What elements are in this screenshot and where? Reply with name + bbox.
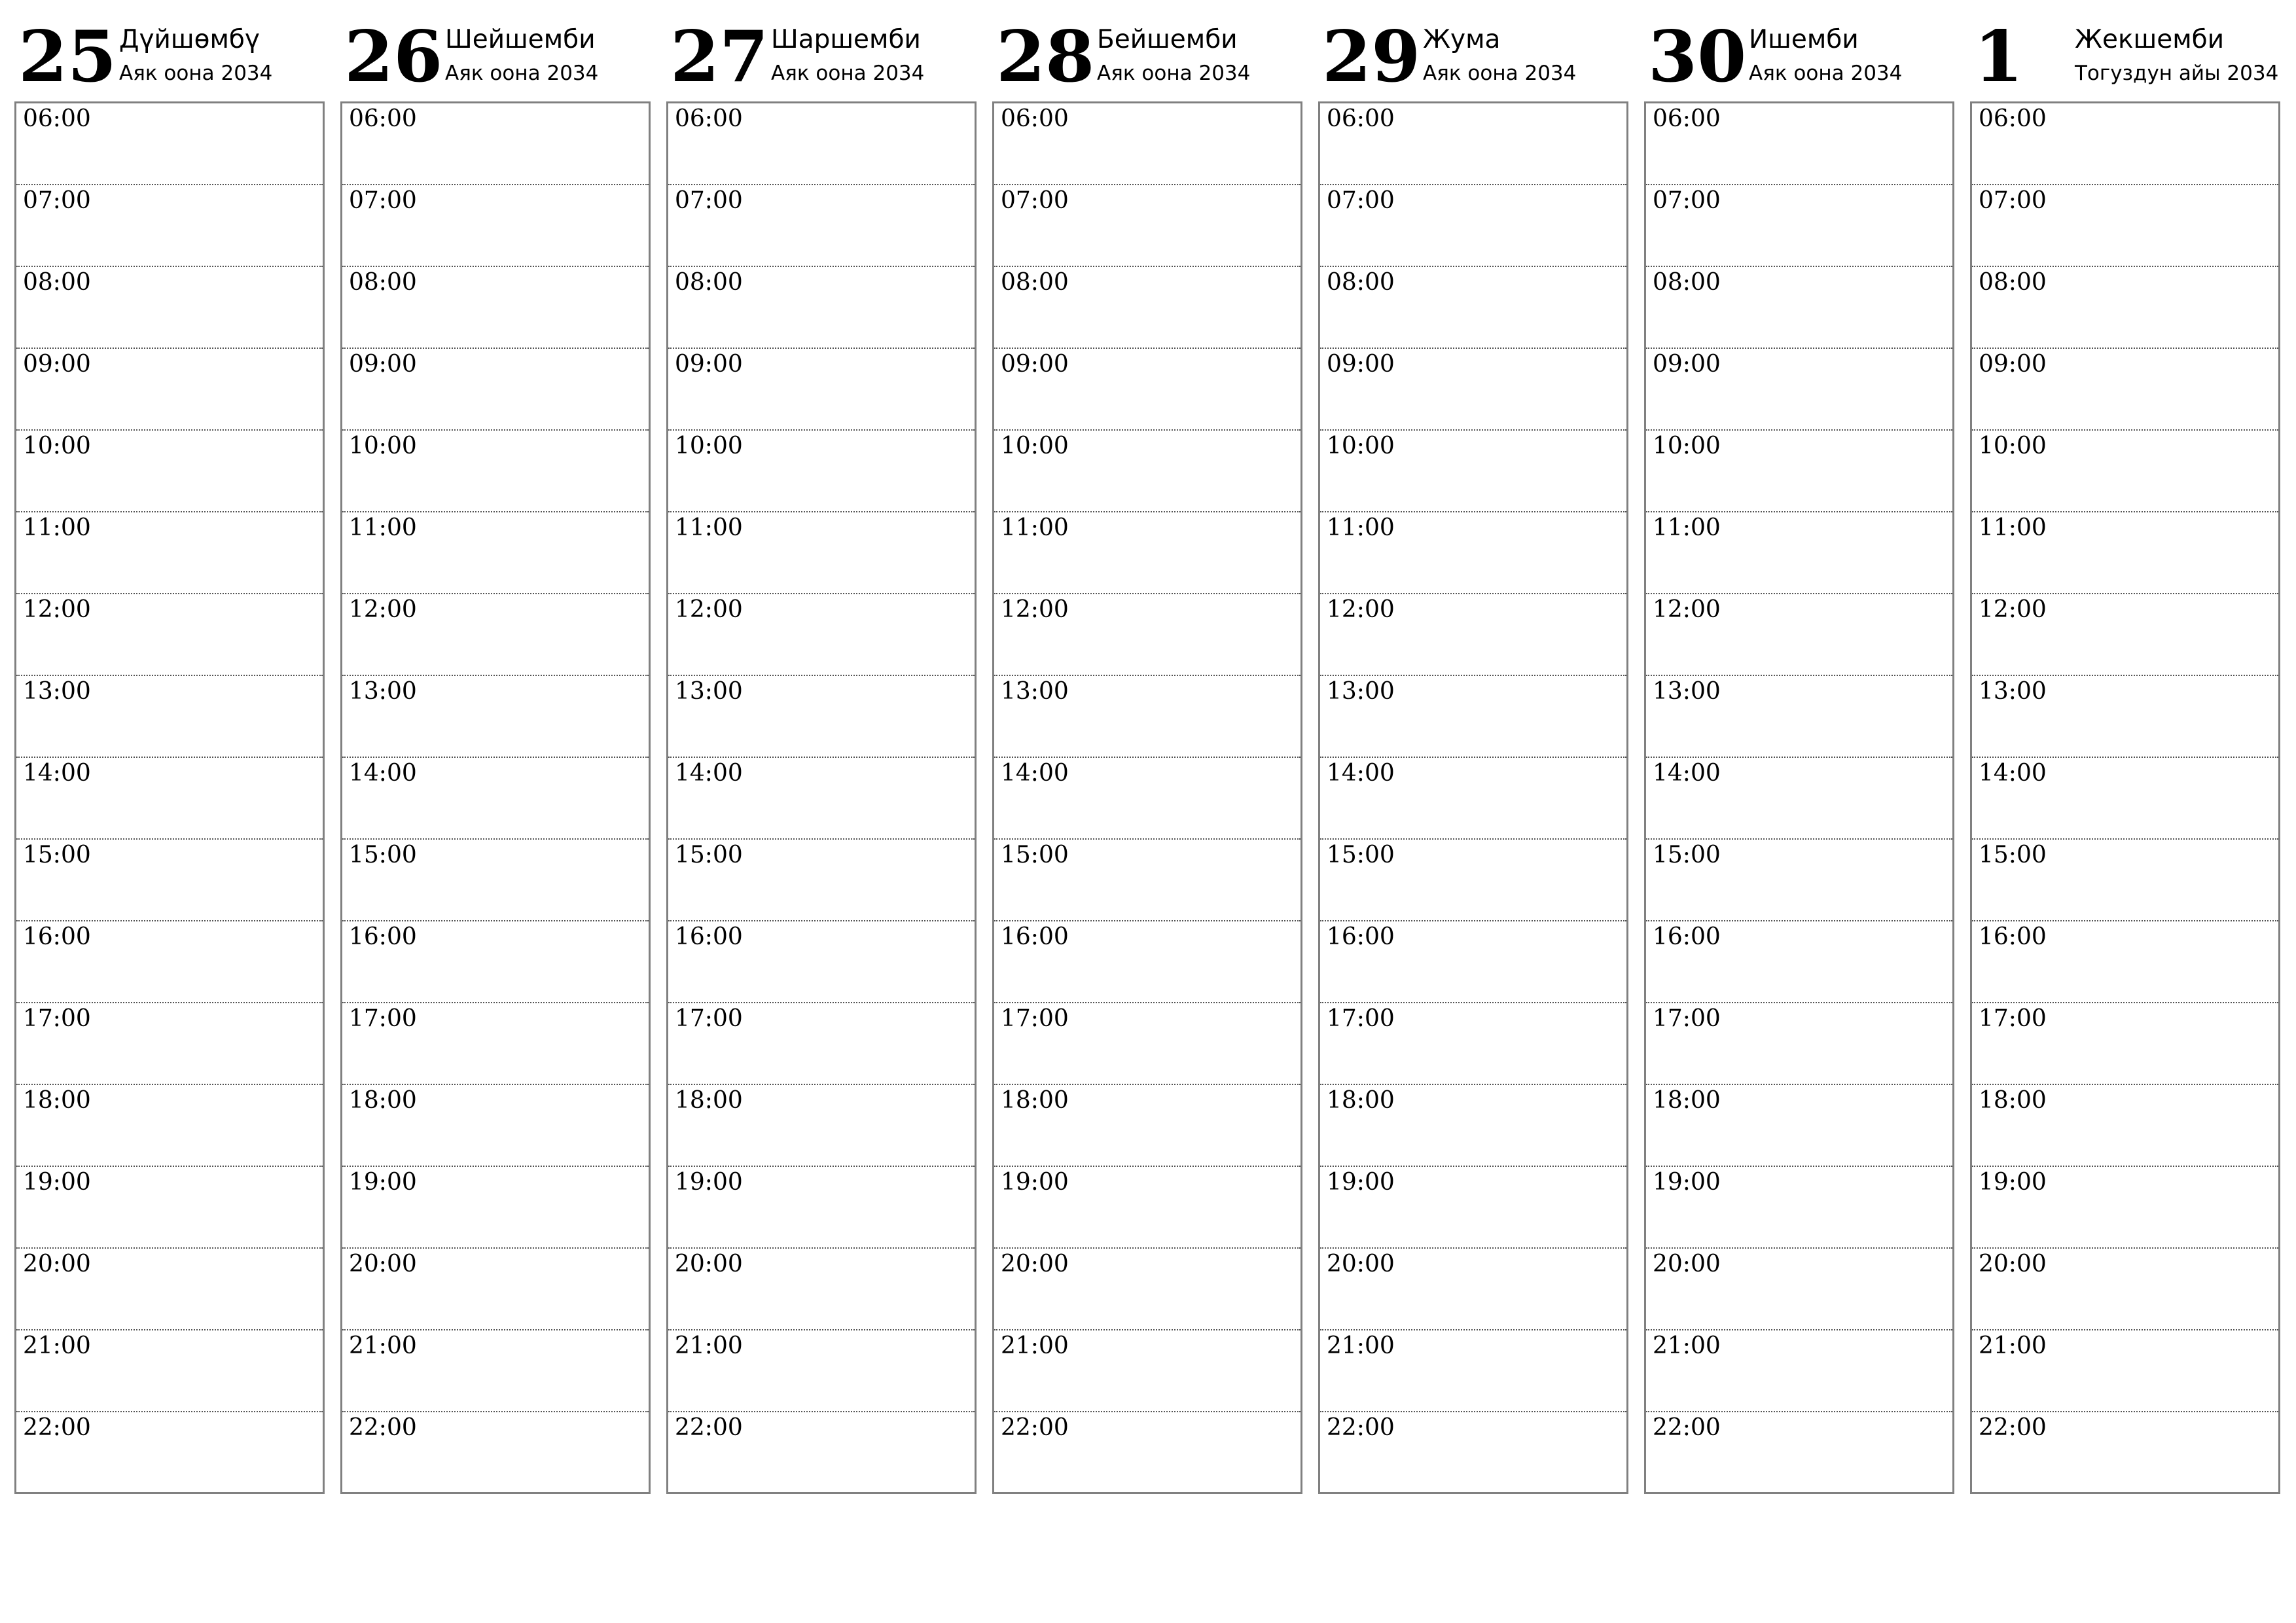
time-slot[interactable]: [16, 1249, 323, 1330]
time-label: 21:00: [349, 1332, 417, 1359]
time-slot[interactable]: [1972, 103, 2278, 185]
time-slot[interactable]: [1972, 840, 2278, 921]
time-slot[interactable]: [994, 594, 1300, 676]
time-slot[interactable]: [1972, 1003, 2278, 1085]
time-label: 14:00: [23, 760, 91, 787]
day-header: [1318, 0, 1630, 101]
day-header: [1970, 0, 2282, 101]
time-slot[interactable]: [994, 512, 1300, 594]
time-slot[interactable]: [1646, 103, 1952, 185]
time-slot[interactable]: [668, 512, 975, 594]
time-label: 15:00: [1327, 842, 1395, 868]
time-label: 11:00: [1979, 514, 2047, 541]
month-year: Тогуздун айы 2034: [2075, 62, 2279, 85]
time-label: 06:00: [1979, 105, 2047, 132]
weekday-name: Жума: [1423, 25, 1501, 54]
time-label: 18:00: [1327, 1087, 1395, 1114]
time-slot[interactable]: [668, 431, 975, 512]
time-slot[interactable]: [16, 1412, 323, 1494]
time-label: 16:00: [1327, 923, 1395, 950]
time-label: 15:00: [349, 842, 417, 868]
time-slot[interactable]: [994, 185, 1300, 267]
time-slot[interactable]: [16, 1330, 323, 1412]
time-label: 13:00: [349, 678, 417, 705]
time-label: 11:00: [1653, 514, 1721, 541]
time-slot[interactable]: [16, 758, 323, 840]
day-number: 26: [344, 16, 443, 98]
time-label: 06:00: [1001, 105, 1069, 132]
time-slot[interactable]: [1320, 594, 1626, 676]
time-slot[interactable]: [1320, 1249, 1626, 1330]
weekday-name: Дүйшөмбү: [119, 25, 260, 54]
time-slot[interactable]: [1972, 921, 2278, 1003]
time-label: 19:00: [1327, 1169, 1395, 1196]
time-slot[interactable]: [16, 840, 323, 921]
time-label: 20:00: [1653, 1251, 1721, 1277]
month-year: Аяк оона 2034: [1097, 62, 1251, 85]
time-slot[interactable]: [1320, 512, 1626, 594]
time-label: 10:00: [1653, 433, 1721, 459]
time-label: 07:00: [1001, 187, 1069, 214]
time-slot[interactable]: [1320, 1167, 1626, 1249]
time-label: 12:00: [1653, 596, 1721, 623]
time-slot[interactable]: [994, 840, 1300, 921]
time-slot[interactable]: [1646, 758, 1952, 840]
time-slot[interactable]: [1646, 431, 1952, 512]
time-slot[interactable]: [1972, 512, 2278, 594]
time-slot[interactable]: [668, 1003, 975, 1085]
time-label: 17:00: [23, 1005, 91, 1032]
time-label: 11:00: [1001, 514, 1069, 541]
time-slot[interactable]: [1646, 1003, 1952, 1085]
time-slot[interactable]: [1972, 758, 2278, 840]
day-header: [1644, 0, 1956, 101]
time-slot[interactable]: [994, 431, 1300, 512]
time-label: 15:00: [1001, 842, 1069, 868]
time-slot[interactable]: [668, 1330, 975, 1412]
time-slot[interactable]: [1320, 921, 1626, 1003]
month-year: Аяк оона 2034: [1423, 62, 1577, 85]
time-label: 20:00: [23, 1251, 91, 1277]
time-slot[interactable]: [16, 185, 323, 267]
day-column: [14, 0, 326, 1441]
time-label: 17:00: [349, 1005, 417, 1032]
day-column: [340, 0, 652, 1441]
time-grid: [14, 101, 325, 1494]
time-label: 14:00: [1979, 760, 2047, 787]
time-label: 21:00: [1327, 1332, 1395, 1359]
time-label: 09:00: [1001, 351, 1069, 378]
time-label: 10:00: [1979, 433, 2047, 459]
time-slot[interactable]: [1320, 431, 1626, 512]
time-slot[interactable]: [16, 349, 323, 431]
time-label: 19:00: [349, 1169, 417, 1196]
time-label: 17:00: [1327, 1005, 1395, 1032]
time-slot[interactable]: [668, 676, 975, 758]
time-label: 12:00: [1327, 596, 1395, 623]
time-label: 10:00: [675, 433, 743, 459]
time-label: 13:00: [1327, 678, 1395, 705]
time-slot[interactable]: [1320, 676, 1626, 758]
time-label: 10:00: [349, 433, 417, 459]
time-slot[interactable]: [1320, 1003, 1626, 1085]
time-label: 14:00: [349, 760, 417, 787]
time-label: 13:00: [675, 678, 743, 705]
time-slot[interactable]: [342, 185, 649, 267]
time-slot[interactable]: [342, 103, 649, 185]
time-slot[interactable]: [1320, 1330, 1626, 1412]
time-slot[interactable]: [1646, 267, 1952, 349]
time-label: 09:00: [349, 351, 417, 378]
time-slot[interactable]: [16, 594, 323, 676]
time-label: 20:00: [1327, 1251, 1395, 1277]
time-label: 21:00: [23, 1332, 91, 1359]
time-slot[interactable]: [16, 1003, 323, 1085]
time-label: 15:00: [23, 842, 91, 868]
time-slot[interactable]: [1972, 1249, 2278, 1330]
time-label: 21:00: [675, 1332, 743, 1359]
time-label: 22:00: [1001, 1414, 1069, 1441]
time-label: 18:00: [349, 1087, 417, 1114]
time-label: 15:00: [1653, 842, 1721, 868]
time-label: 16:00: [1653, 923, 1721, 950]
time-slot[interactable]: [668, 349, 975, 431]
time-label: 17:00: [1001, 1005, 1069, 1032]
weekday-name: Шейшемби: [445, 25, 596, 54]
month-year: Аяк оона 2034: [1749, 62, 1903, 85]
time-label: 07:00: [1979, 187, 2047, 214]
day-number: 29: [1322, 16, 1421, 98]
time-label: 12:00: [1001, 596, 1069, 623]
day-column: [992, 0, 1304, 1441]
time-slot[interactable]: [1646, 676, 1952, 758]
time-slot[interactable]: [16, 1167, 323, 1249]
time-label: 22:00: [1979, 1414, 2047, 1441]
time-slot[interactable]: [994, 267, 1300, 349]
day-header: [992, 0, 1304, 101]
time-slot[interactable]: [668, 103, 975, 185]
time-label: 20:00: [349, 1251, 417, 1277]
time-slot[interactable]: [668, 185, 975, 267]
time-label: 11:00: [675, 514, 743, 541]
time-label: 16:00: [23, 923, 91, 950]
time-label: 19:00: [675, 1169, 743, 1196]
time-label: 06:00: [1327, 105, 1395, 132]
time-label: 16:00: [349, 923, 417, 950]
time-label: 21:00: [1653, 1332, 1721, 1359]
time-slot[interactable]: [668, 1412, 975, 1494]
time-slot[interactable]: [342, 594, 649, 676]
time-label: 10:00: [1327, 433, 1395, 459]
time-slot[interactable]: [342, 676, 649, 758]
time-label: 16:00: [675, 923, 743, 950]
time-slot[interactable]: [994, 1412, 1300, 1494]
time-slot[interactable]: [342, 431, 649, 512]
time-label: 13:00: [1653, 678, 1721, 705]
time-grid: [992, 101, 1302, 1494]
time-label: 07:00: [1653, 187, 1721, 214]
day-number: 27: [670, 16, 769, 98]
time-slot[interactable]: [1972, 431, 2278, 512]
time-slot[interactable]: [1646, 1167, 1952, 1249]
time-label: 17:00: [675, 1005, 743, 1032]
time-slot[interactable]: [994, 1330, 1300, 1412]
time-label: 12:00: [23, 596, 91, 623]
time-label: 08:00: [1653, 269, 1721, 296]
time-slot[interactable]: [1320, 349, 1626, 431]
time-slot[interactable]: [1320, 1085, 1626, 1167]
time-slot[interactable]: [994, 921, 1300, 1003]
time-slot[interactable]: [1972, 267, 2278, 349]
time-slot[interactable]: [994, 1249, 1300, 1330]
time-label: 12:00: [675, 596, 743, 623]
time-label: 11:00: [1327, 514, 1395, 541]
time-label: 11:00: [349, 514, 417, 541]
time-label: 12:00: [1979, 596, 2047, 623]
time-label: 12:00: [349, 596, 417, 623]
time-grid: [1970, 101, 2280, 1494]
day-header: [666, 0, 978, 101]
time-grid: [340, 101, 651, 1494]
time-slot[interactable]: [1646, 921, 1952, 1003]
time-label: 09:00: [23, 351, 91, 378]
time-label: 15:00: [675, 842, 743, 868]
time-label: 13:00: [23, 678, 91, 705]
time-label: 22:00: [675, 1414, 743, 1441]
time-slot[interactable]: [16, 676, 323, 758]
time-slot[interactable]: [1646, 1085, 1952, 1167]
time-slot[interactable]: [1972, 1167, 2278, 1249]
time-slot[interactable]: [1646, 1249, 1952, 1330]
time-label: 19:00: [23, 1169, 91, 1196]
time-label: 21:00: [1979, 1332, 2047, 1359]
day-number: 28: [996, 16, 1095, 98]
time-label: 18:00: [1979, 1087, 2047, 1114]
time-slot[interactable]: [1320, 185, 1626, 267]
time-slot[interactable]: [1646, 1412, 1952, 1494]
time-slot[interactable]: [994, 676, 1300, 758]
time-label: 08:00: [23, 269, 91, 296]
time-label: 06:00: [23, 105, 91, 132]
time-slot[interactable]: [994, 349, 1300, 431]
time-label: 07:00: [349, 187, 417, 214]
time-label: 18:00: [23, 1087, 91, 1114]
time-slot[interactable]: [1320, 103, 1626, 185]
time-slot[interactable]: [668, 594, 975, 676]
time-label: 08:00: [1001, 269, 1069, 296]
time-label: 06:00: [675, 105, 743, 132]
time-label: 11:00: [23, 514, 91, 541]
time-slot[interactable]: [1646, 594, 1952, 676]
time-label: 18:00: [1001, 1087, 1069, 1114]
time-label: 09:00: [1653, 351, 1721, 378]
time-label: 13:00: [1979, 678, 2047, 705]
time-slot[interactable]: [16, 267, 323, 349]
time-grid: [1644, 101, 1954, 1494]
weekday-name: Ишемби: [1749, 25, 1859, 54]
time-slot[interactable]: [1646, 512, 1952, 594]
time-label: 22:00: [1653, 1414, 1721, 1441]
time-slot[interactable]: [342, 349, 649, 431]
time-slot[interactable]: [1646, 349, 1952, 431]
time-slot[interactable]: [1320, 840, 1626, 921]
time-slot[interactable]: [994, 1085, 1300, 1167]
time-slot[interactable]: [1972, 594, 2278, 676]
time-slot[interactable]: [342, 758, 649, 840]
time-slot[interactable]: [668, 1167, 975, 1249]
time-slot[interactable]: [16, 512, 323, 594]
time-slot[interactable]: [994, 1003, 1300, 1085]
time-label: 17:00: [1653, 1005, 1721, 1032]
time-label: 16:00: [1979, 923, 2047, 950]
time-label: 08:00: [1979, 269, 2047, 296]
time-label: 07:00: [1327, 187, 1395, 214]
day-column: [1318, 0, 1630, 1441]
time-label: 18:00: [675, 1087, 743, 1114]
time-slot[interactable]: [1646, 840, 1952, 921]
time-slot[interactable]: [342, 1085, 649, 1167]
time-slot[interactable]: [1646, 1330, 1952, 1412]
time-label: 10:00: [23, 433, 91, 459]
time-slot[interactable]: [994, 758, 1300, 840]
time-label: 20:00: [1001, 1251, 1069, 1277]
time-label: 10:00: [1001, 433, 1069, 459]
time-slot[interactable]: [342, 1003, 649, 1085]
time-grid: [666, 101, 977, 1494]
day-number: 25: [18, 16, 117, 98]
time-label: 14:00: [675, 760, 743, 787]
time-label: 08:00: [349, 269, 417, 296]
time-slot[interactable]: [342, 1167, 649, 1249]
time-slot[interactable]: [1972, 185, 2278, 267]
time-slot[interactable]: [1972, 349, 2278, 431]
weekday-name: Бейшемби: [1097, 25, 1238, 54]
time-label: 14:00: [1653, 760, 1721, 787]
day-column: [666, 0, 978, 1441]
time-label: 06:00: [349, 105, 417, 132]
time-slot[interactable]: [668, 1085, 975, 1167]
time-slot[interactable]: [1320, 267, 1626, 349]
time-slot[interactable]: [668, 840, 975, 921]
weekday-name: Жекшемби: [2075, 25, 2225, 54]
time-slot[interactable]: [342, 921, 649, 1003]
time-slot[interactable]: [342, 1249, 649, 1330]
time-slot[interactable]: [668, 267, 975, 349]
time-label: 14:00: [1001, 760, 1069, 787]
time-slot[interactable]: [1972, 676, 2278, 758]
day-number: 1: [1974, 16, 2024, 98]
time-slot[interactable]: [994, 1167, 1300, 1249]
day-header: [14, 0, 326, 101]
month-year: Аяк оона 2034: [119, 62, 273, 85]
time-grid: [1318, 101, 1628, 1494]
time-slot[interactable]: [994, 103, 1300, 185]
time-slot[interactable]: [1972, 1085, 2278, 1167]
time-slot[interactable]: [668, 921, 975, 1003]
time-slot[interactable]: [16, 431, 323, 512]
day-column: [1644, 0, 1956, 1441]
time-label: 07:00: [23, 187, 91, 214]
time-label: 21:00: [1001, 1332, 1069, 1359]
time-label: 22:00: [1327, 1414, 1395, 1441]
time-label: 19:00: [1653, 1169, 1721, 1196]
weekday-name: Шаршемби: [771, 25, 921, 54]
time-label: 16:00: [1001, 923, 1069, 950]
time-slot[interactable]: [16, 1085, 323, 1167]
time-label: 19:00: [1001, 1169, 1069, 1196]
time-label: 22:00: [23, 1414, 91, 1441]
month-year: Аяк оона 2034: [445, 62, 599, 85]
day-header: [340, 0, 652, 101]
time-label: 08:00: [675, 269, 743, 296]
time-slot[interactable]: [342, 267, 649, 349]
time-slot[interactable]: [1972, 1412, 2278, 1494]
time-label: 18:00: [1653, 1087, 1721, 1114]
time-label: 19:00: [1979, 1169, 2047, 1196]
time-label: 22:00: [349, 1414, 417, 1441]
time-label: 15:00: [1979, 842, 2047, 868]
time-slot[interactable]: [342, 1330, 649, 1412]
time-label: 20:00: [675, 1251, 743, 1277]
time-label: 07:00: [675, 187, 743, 214]
time-label: 09:00: [1327, 351, 1395, 378]
month-year: Аяк оона 2034: [771, 62, 925, 85]
time-slot[interactable]: [668, 758, 975, 840]
time-label: 17:00: [1979, 1005, 2047, 1032]
day-number: 30: [1648, 16, 1747, 98]
time-slot[interactable]: [342, 512, 649, 594]
time-slot[interactable]: [1320, 1412, 1626, 1494]
time-label: 09:00: [675, 351, 743, 378]
time-slot[interactable]: [668, 1249, 975, 1330]
time-slot[interactable]: [342, 1412, 649, 1494]
time-slot[interactable]: [16, 921, 323, 1003]
time-label: 06:00: [1653, 105, 1721, 132]
time-slot[interactable]: [16, 103, 323, 185]
time-label: 13:00: [1001, 678, 1069, 705]
time-label: 09:00: [1979, 351, 2047, 378]
day-column: [1970, 0, 2282, 1441]
time-label: 08:00: [1327, 269, 1395, 296]
time-slot[interactable]: [1320, 758, 1626, 840]
time-slot[interactable]: [342, 840, 649, 921]
time-slot[interactable]: [1972, 1330, 2278, 1412]
time-label: 14:00: [1327, 760, 1395, 787]
time-label: 20:00: [1979, 1251, 2047, 1277]
time-slot[interactable]: [1646, 185, 1952, 267]
